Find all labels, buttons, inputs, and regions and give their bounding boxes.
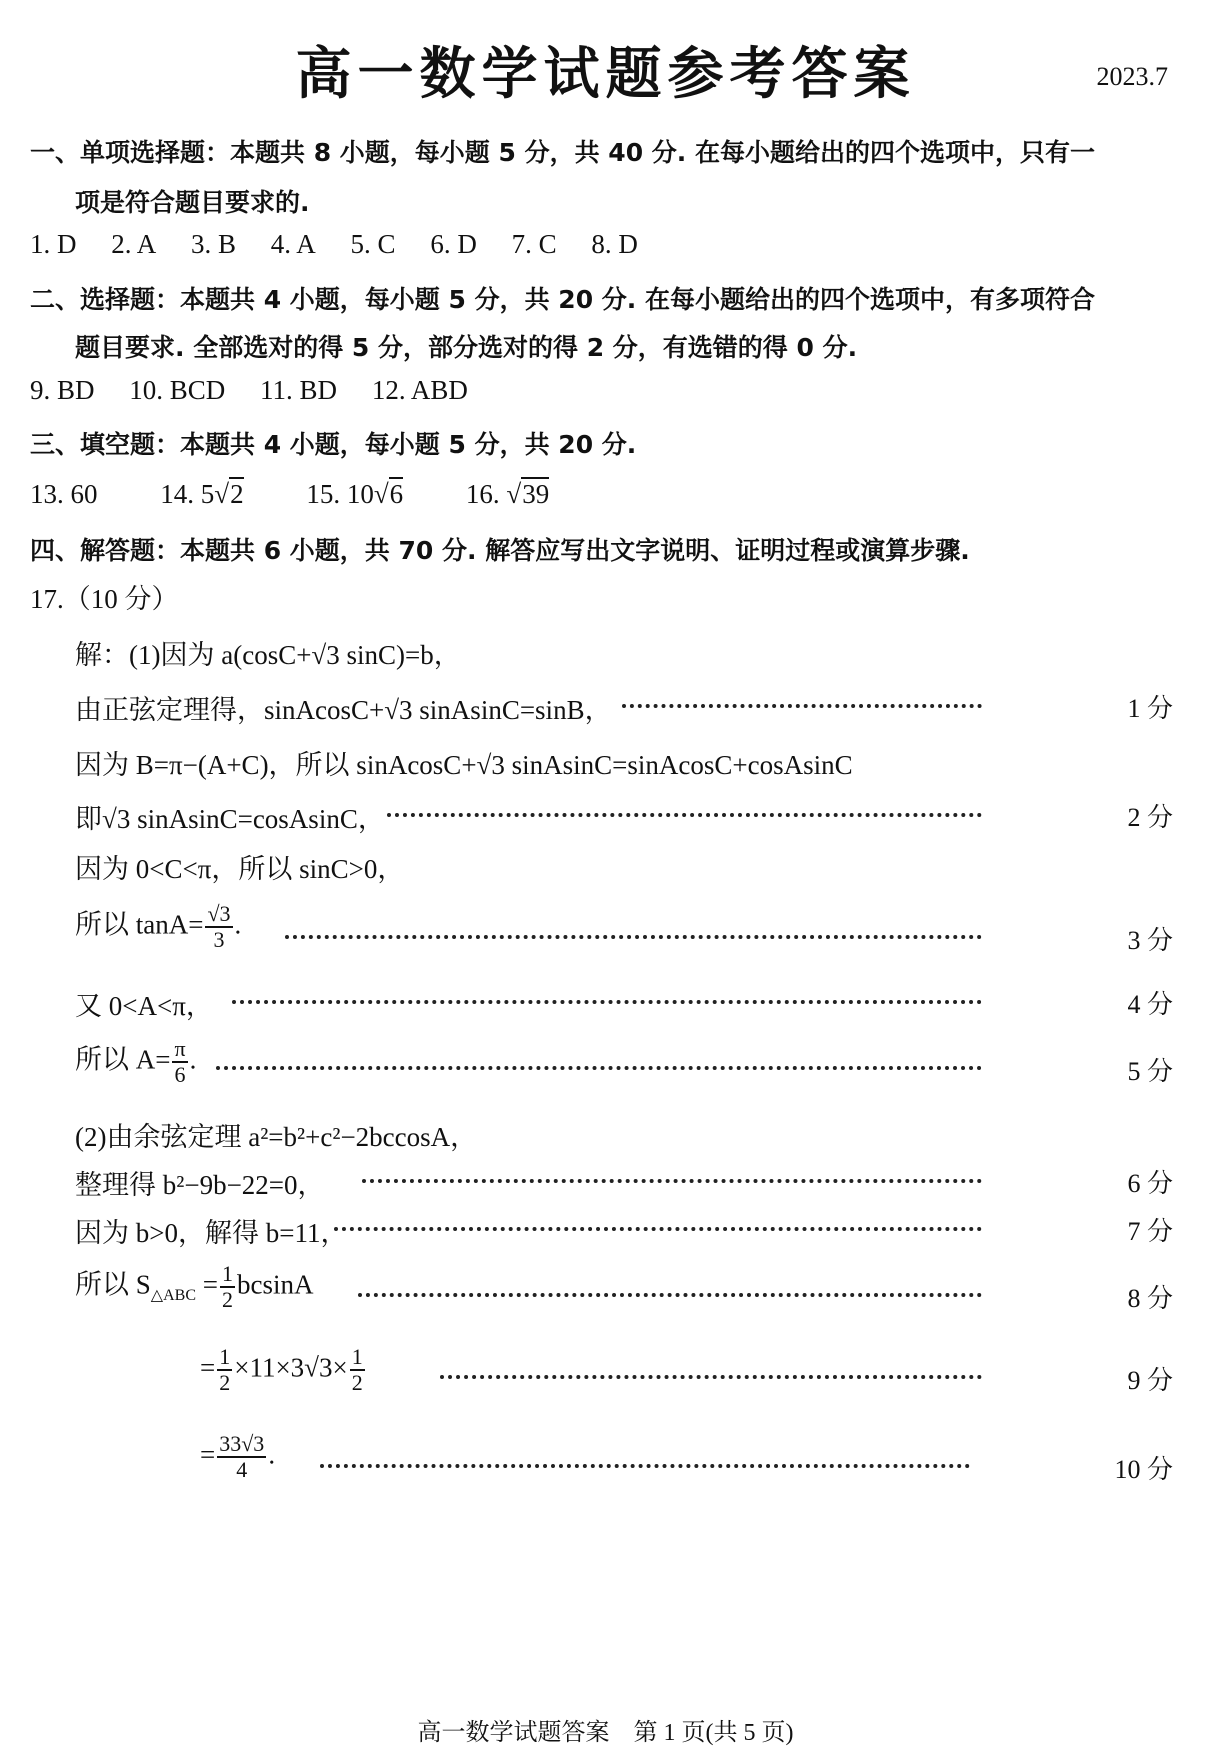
fraction: $\frac{√3}{3}$ bbox=[207, 901, 231, 953]
answer-11: 11. BD bbox=[260, 375, 338, 405]
fraction: $\frac{1}{2}$ bbox=[351, 1344, 363, 1396]
section-2-heading-cont: 题目要求. 全部选对的得 5 分，部分选对的得 2 分，有选错的得 0 分. bbox=[75, 333, 858, 362]
solution-line-1: 解：(1)因为 a(cosC+√3 sinC)=b， bbox=[75, 640, 461, 670]
answer-5: 5. C bbox=[350, 229, 396, 259]
answer-8: 8. D bbox=[591, 229, 638, 259]
problem-17-label: 17.（10 分） bbox=[30, 584, 179, 614]
section-4-heading: 四、解答题：本题共 6 小题，共 70 分. 解答应写出文字说明、证明过程或演算步骤. bbox=[30, 536, 970, 565]
fraction: $\frac{33√3}{4}$ bbox=[219, 1431, 265, 1483]
single-choice-answers bbox=[30, 229, 666, 260]
answer-3: 3. B bbox=[191, 229, 237, 259]
score-7: 7 分 bbox=[1127, 1217, 1173, 1246]
answer-7: 7. C bbox=[511, 229, 557, 259]
solution-line-10: 整理得 b²−9b−22=0， bbox=[75, 1170, 325, 1200]
answer-9: 9. BD bbox=[30, 375, 95, 405]
answer-16: 16. √39 bbox=[465, 479, 550, 509]
leader-dots bbox=[358, 1293, 982, 1297]
answer-12: 12. ABD bbox=[371, 375, 468, 405]
answer-2: 2. A bbox=[111, 229, 157, 259]
leader-dots bbox=[622, 704, 982, 708]
leader-dots bbox=[232, 1000, 982, 1004]
fill-answers bbox=[30, 479, 549, 510]
score-6: 6 分 bbox=[1127, 1169, 1173, 1198]
answer-14: 14. 5√2 bbox=[160, 479, 244, 509]
fraction: $\frac{\pi}{6}$ bbox=[174, 1036, 186, 1088]
section-3-heading: 三、填空题：本题共 4 小题，每小题 5 分，共 20 分. bbox=[30, 430, 637, 459]
score-9: 9 分 bbox=[1127, 1366, 1173, 1395]
section-2-heading: 二、选择题：本题共 4 小题，每小题 5 分，共 20 分. 在每小题给出的四个选项中，有多项符合 bbox=[30, 285, 1096, 314]
leader-dots bbox=[387, 813, 982, 817]
leader-dots bbox=[216, 1066, 982, 1070]
solution-line-5: 因为 0<C<π，所以 sinC>0， bbox=[75, 854, 405, 884]
score-5: 5 分 bbox=[1127, 1057, 1173, 1086]
score-3: 3 分 bbox=[1127, 926, 1173, 955]
solution-line-11: 因为 b>0，解得 b=11， bbox=[75, 1218, 348, 1248]
leader-dots bbox=[362, 1179, 982, 1183]
answer-6: 6. D bbox=[430, 229, 477, 259]
section-1-heading: 一、单项选择题：本题共 8 小题，每小题 5 分，共 40 分. 在每小题给出的四个选项中，只有一 bbox=[30, 138, 1096, 167]
solution-line-13: = $\frac{1}{2}$ ×11×3√3× $\frac{1}{2}$ bbox=[200, 1344, 363, 1396]
leader-dots bbox=[440, 1375, 982, 1379]
answer-13: 13. 60 bbox=[30, 479, 98, 509]
score-10: 10 分 bbox=[1114, 1455, 1173, 1484]
answer-15: 15. 10√6 bbox=[306, 479, 404, 509]
score-1: 1 分 bbox=[1127, 694, 1173, 723]
section-1-heading-cont: 项是符合题目要求的. bbox=[75, 188, 310, 217]
score-4: 4 分 bbox=[1127, 990, 1173, 1019]
solution-line-8: 所以 A= $\frac{\pi}{6}$ . bbox=[75, 1036, 197, 1088]
solution-line-3: 因为 B=π−(A+C)，所以 sinAcosC+√3 sinAsinC=sinAcosC+cosAsinC bbox=[75, 750, 853, 780]
leader-dots bbox=[320, 1464, 970, 1468]
fraction: $\frac{1}{2}$ bbox=[219, 1344, 231, 1396]
score-2: 2 分 bbox=[1127, 803, 1173, 832]
solution-line-7: 又 0<A<π， bbox=[75, 991, 213, 1021]
solution-line-12: 所以 $S_{\triangle ABC}$ = $\frac{1}{2}$ bcsinA bbox=[75, 1261, 314, 1313]
score-8: 8 分 bbox=[1127, 1284, 1173, 1313]
multi-choice-answers bbox=[30, 375, 496, 406]
solution-line-6: 所以 tanA= $\frac{√3}{3}$ . bbox=[75, 901, 242, 953]
answer-10: 10. BCD bbox=[129, 375, 226, 405]
leader-dots bbox=[334, 1227, 982, 1231]
leader-dots bbox=[285, 935, 982, 939]
fraction: $\frac{1}{2}$ bbox=[221, 1261, 233, 1313]
answer-1: 1. D bbox=[30, 229, 77, 259]
solution-line-2: 由正弦定理得，sinAcosC+√3 sinAsinC=sinB， bbox=[75, 695, 612, 725]
page-title: 高一数学试题参考答案 bbox=[295, 41, 916, 107]
solution-line-9: (2)由余弦定理 a²=b²+c²−2bccosA， bbox=[75, 1122, 478, 1152]
solution-line-4: 即√3 sinAsinC=cosAsinC， bbox=[75, 804, 385, 834]
page-footer: 高一数学试题答案 第 1 页(共 5 页) bbox=[417, 1720, 794, 1746]
answer-4: 4. A bbox=[270, 229, 316, 259]
date: 2023.7 bbox=[1096, 62, 1168, 91]
solution-line-14: = $\frac{33√3}{4}$ . bbox=[200, 1431, 276, 1483]
